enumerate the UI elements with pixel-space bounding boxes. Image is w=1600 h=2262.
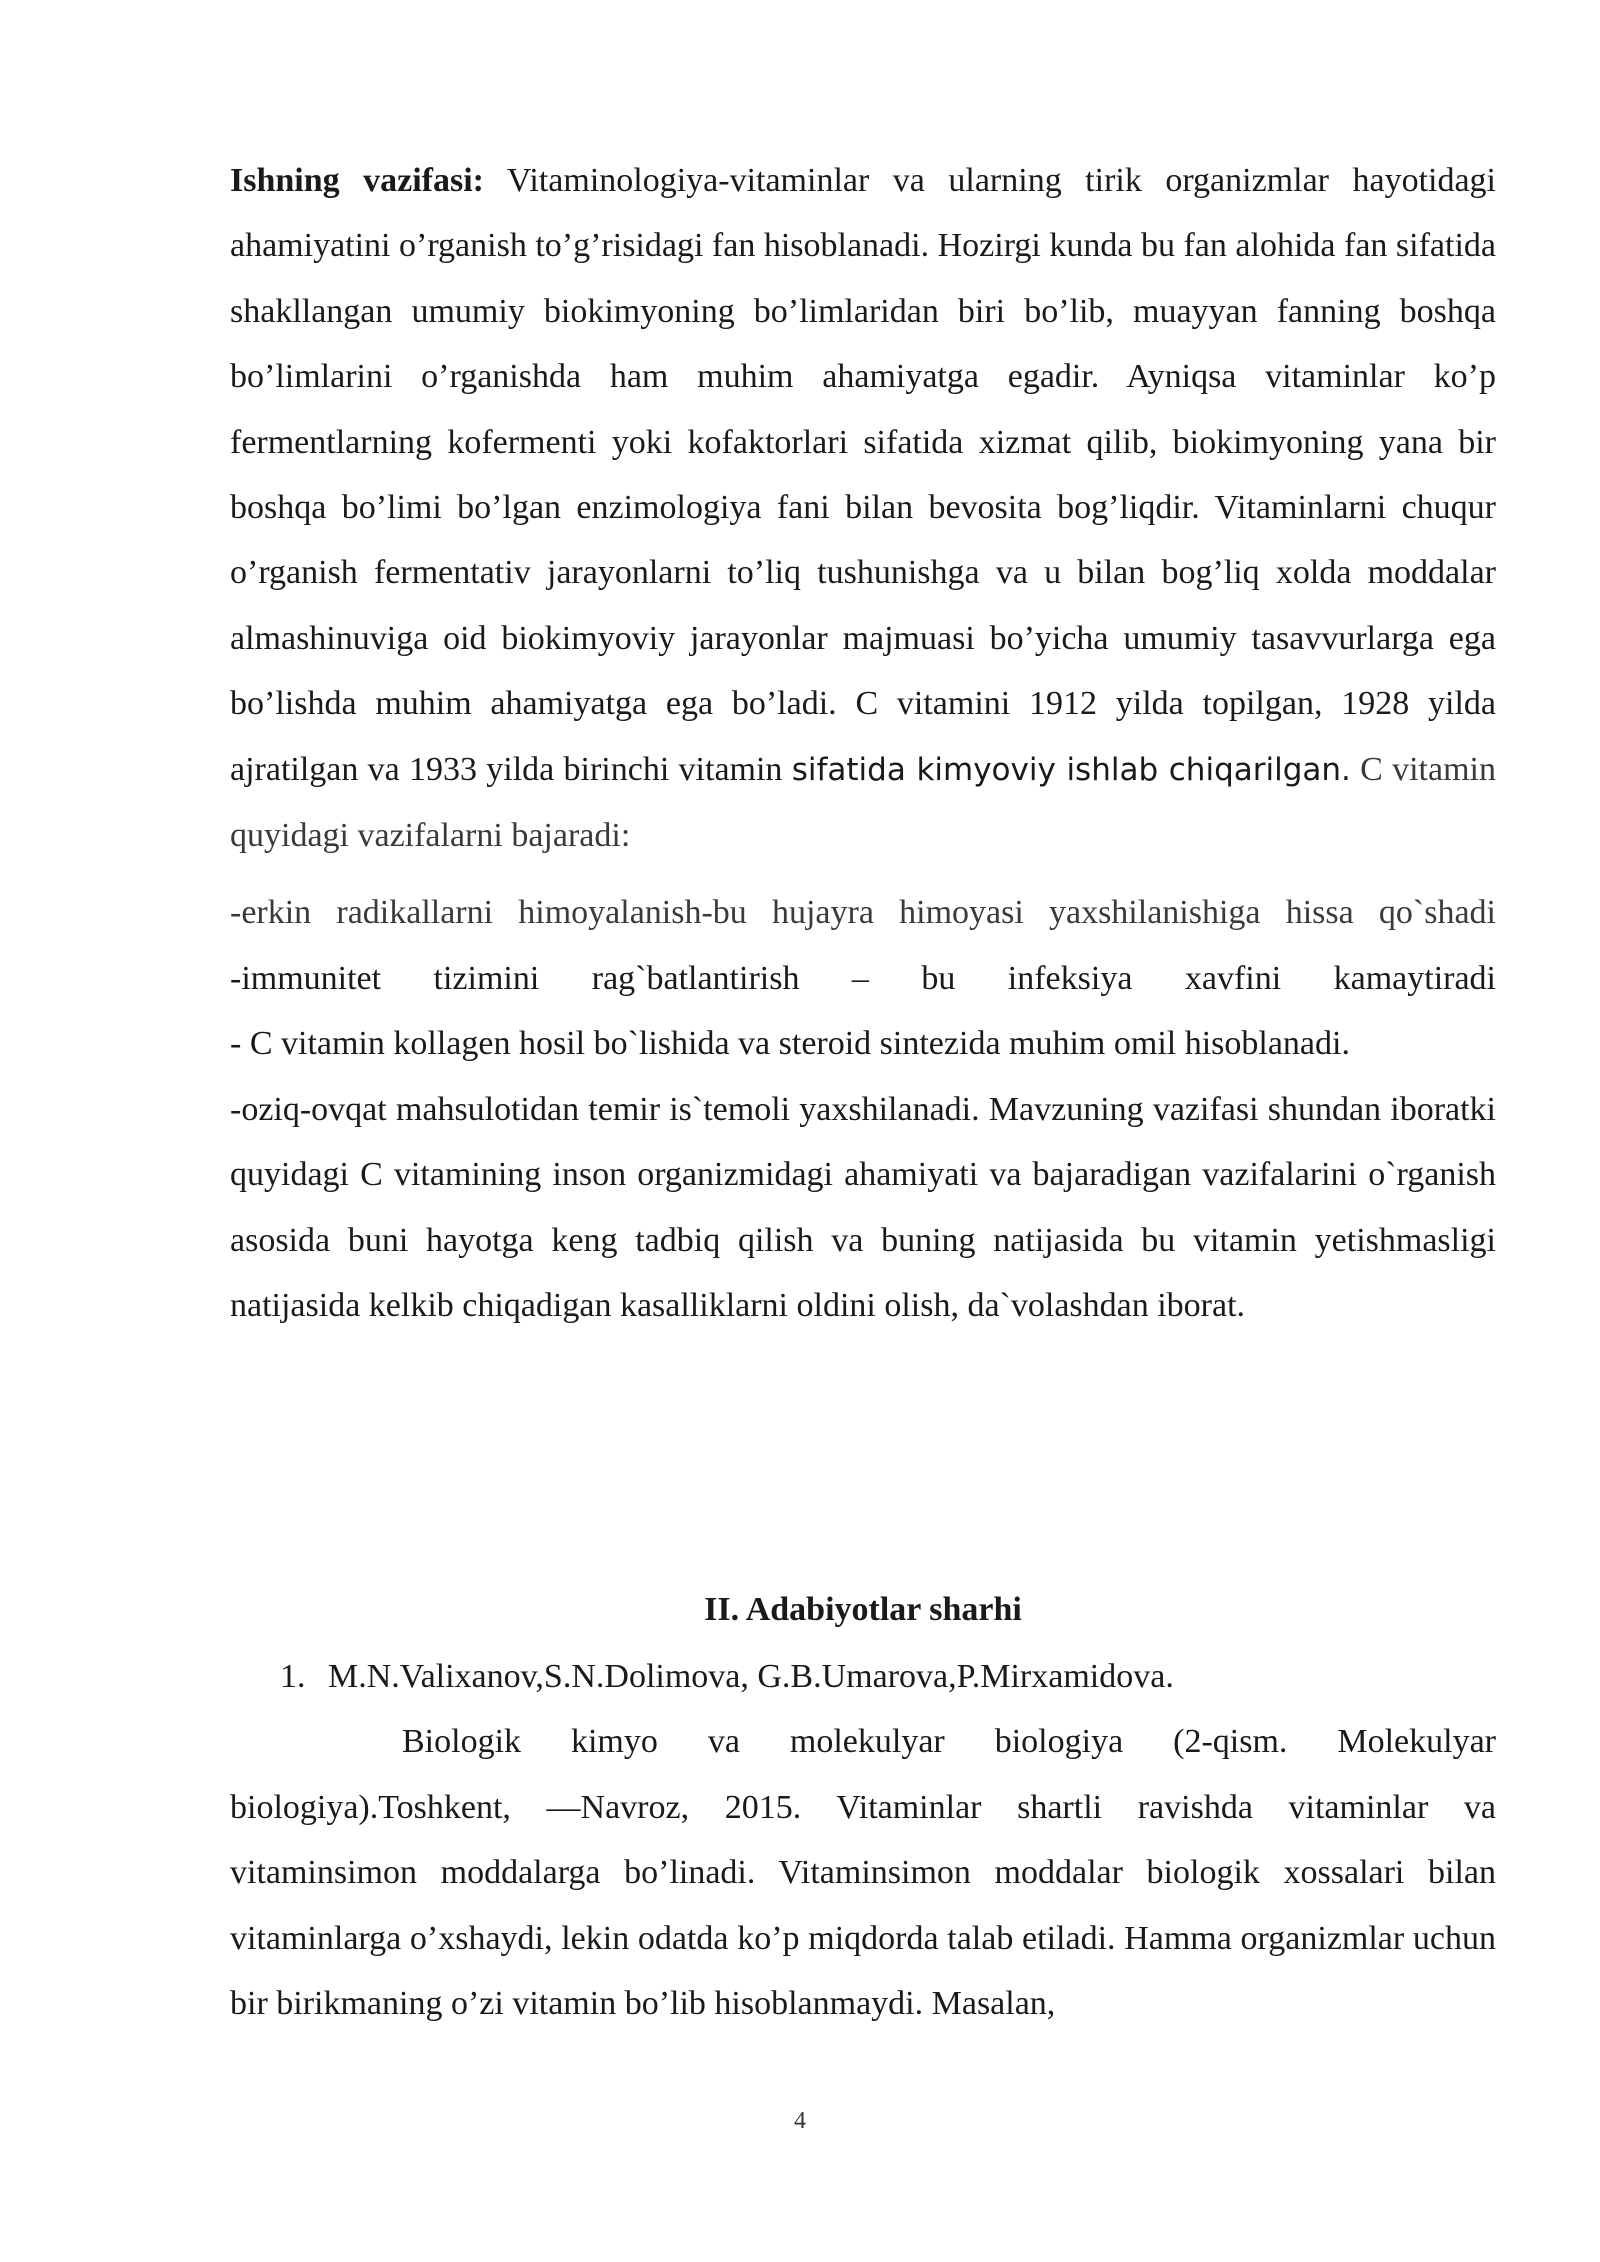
function-item: - C vitamin kollagen hosil bo`lishida va steroid sintezida muhim omil hisoblanadi. [230,1025,1350,1063]
section-heading: II. Adabiyotlar sharhi [704,1591,1022,1628]
reference-item [230,1644,1496,2036]
intro-text-main: Vitaminologiya-vitaminlar va ularning tirik organizmlar hayotidagi ahamiyatini o’rganish to’g’risidagi fan hisoblanadi. Hozirgi kunda bu fan alohida fan sifatida shakllangan umumiy biokimyoning bo’limlaridan biri bo’lib, muayyan fanning boshqa bo’limlarini o’rganishda ham muhim ahamiyatga egadir. Ayniqsa vitaminlar ko’p fermentlarning kofermenti yoki kofaktorlari sifatida xizmat qilib, biokimyoning yana bir boshqa bo’limi bo’lgan enzimologiya fani bilan bevosita bog’liqdir. Vitaminlarni chuqur o’rganish fermentativ jarayonlarni to’liq tushunishga va u bilan bog’liq xolda moddalar almashinuviga oid biokimyoviy jarayonlar majmuasi bo’yicha umumiy tasavvurlarga ega bo’lishda muhim ahamiyatga ega bo’ladi. C vitamini 1912 yilda topilgan, 1928 yilda ajratilgan va 1933 yilda birinchi vitamin [230,162,1496,788]
reference-authors: M.N.Valixanov,S.N.Dolimova, G.B.Umarova,P.Mirxamidova. [328,1658,1174,1695]
intro-lead: Ishning vazifasi: [230,162,484,199]
reference-header [230,1644,1496,1709]
page-number: 4 [794,2108,806,2134]
reference-body: Biologik kimyo va molekulyar biologiya (2-qism. Molekulyar biologiya).Toshkent, ―Navroz, 2015. Vitaminlar shartli ravishda vitaminlar va vitaminsimon moddalarga bo’linadi. Vitaminsimon moddalar biologik xossalari bilan vitaminlarga o’xshaydi, lekin odatda ko’p miqdorda talab etiladi. Hamma organizmlar uchun bir birikmaning o’zi vitamin bo’lib hisoblanmaydi. Masalan, [230,1723,1496,2023]
function-item: -immunitet tizimini rag`batlantirish – bu infeksiya xavfini kamaytiradi [230,959,1496,997]
intro-paragraph [230,148,1496,868]
function-item: -erkin radikallarni himoyalanish-bu hujayra himoyasi yaxshilanishiga hissa qo`shadi [230,894,1496,932]
intro-text-tail: C vitamin quyidagi vazifalarni bajaradi: [230,750,1496,855]
closing-paragraph: -oziq-ovqat mahsulotidan temir is`temoli yaxshilanadi. Mavzuning vazifasi shundan iboratki quyidagi C vitamining inson organizmidagi ahamiyati va bajaradigan vazifalarini o`rganish asosida buni hayotga keng tadbiq qilish va buning natijasida bu vitamin yetishmasligi natijasida kelkib chiqadigan kasalliklarni oldini olish, da`volashdan iborat. [230,1090,1496,1324]
functions-list [230,880,1496,1076]
document-page [230,148,1496,2023]
intro-text-sans: sifatida kimyoviy ishlab chiqarilgan. [791,751,1351,788]
reference-number: 1. [280,1658,306,1695]
